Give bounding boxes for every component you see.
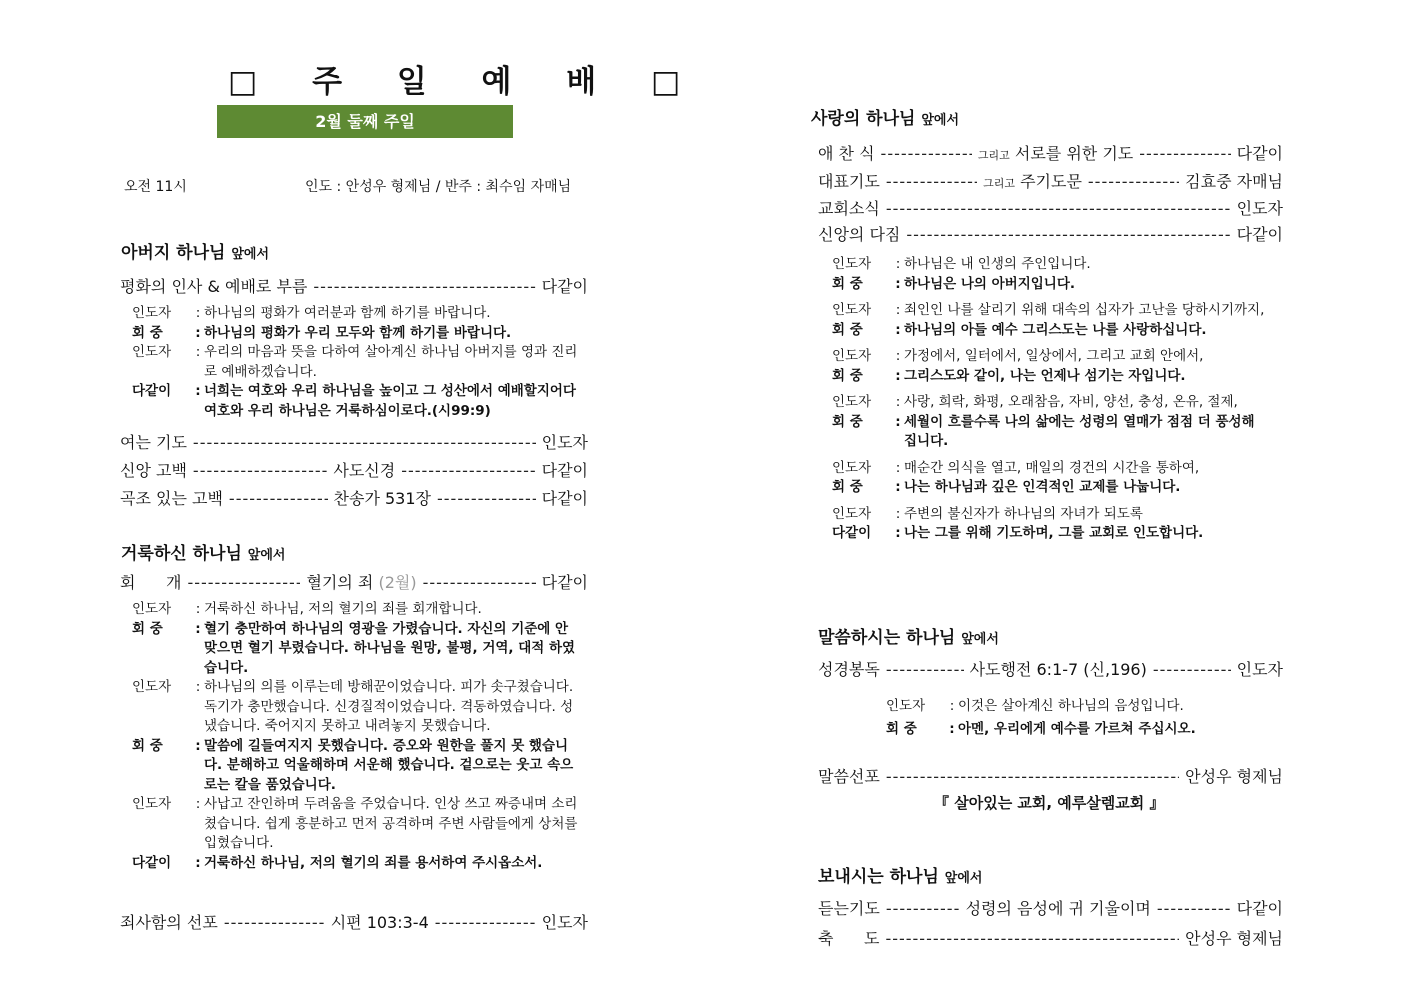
response-line: 회 중 : 세월이 흐를수록 나의 삶에는 성령의 열매가 점점 더 풍성해 집니다. <box>832 413 1272 452</box>
repentance-topic: 혈기의 죄 <box>306 573 374 592</box>
repentance-responses <box>132 600 580 873</box>
response-text: 혈기 충만하여 하나님의 영광을 가렸습니다. 자신의 기준에 안 맞으면 혈기 부렸습니다. 하나님을 원망, 불평, 거역, 대적 하였습니다. <box>204 620 576 676</box>
order-label: 죄사함의 선포 <box>120 913 218 932</box>
response-line: 인도자 : 이것은 살아계신 하나님의 음성입니다. <box>886 697 1266 717</box>
dash-leader <box>1157 899 1231 918</box>
order-greeting <box>120 274 588 297</box>
and-word: 그리고 <box>983 177 1015 190</box>
response-line: 다같이 : 나는 그를 위해 기도하며, 그를 교회로 인도합니다. <box>832 524 1272 544</box>
response-line: 인도자 : 거룩하신 하나님, 저의 혈기의 죄를 회개합니다. <box>132 600 580 620</box>
response-line: 다같이 : 너희는 여호와 우리 하나님을 높이고 그 성산에서 예배할지어다 여호와 우리 하나님은 거룩하심이로다.(시99:9) <box>132 382 580 421</box>
response-line: 인도자 : 사납고 잔인하며 두려움을 주었습니다. 인상 쓰고 짜증내며 소리쳤습니다. 쉽게 흥분하고 먼저 공격하며 주변 사람들에게 상처를 입혔습니다. <box>132 795 580 854</box>
speaker: 회 중 <box>132 324 163 341</box>
order-responder: 다같이 <box>1236 225 1283 244</box>
section-holy <box>121 539 285 564</box>
order-church-news <box>818 196 1283 219</box>
speaker: 다같이 <box>132 383 172 399</box>
dash-leader <box>885 929 1179 948</box>
response-text: 너희는 여호와 우리 하나님을 높이고 그 성산에서 예배할지어다 여호와 우리 하나님은 거룩하심이로다.(시99:9) <box>204 383 576 419</box>
response-line: 인도자 : 주변의 불신자가 하나님의 자녀가 되도록 <box>832 505 1272 525</box>
section-suffix: 앞에서 <box>944 871 983 886</box>
dash-leader <box>881 144 972 163</box>
order-agape <box>818 141 1283 164</box>
order-content-text: 서로를 위한 기도 <box>1014 144 1134 163</box>
order-content: 시편 103:3-4 <box>330 913 429 932</box>
section-title: 거룩하신 하나님 <box>121 544 242 564</box>
dash-leader <box>886 199 1231 218</box>
section-title: 아버지 하나님 <box>121 243 226 263</box>
response-text: 세월이 흐를수록 나의 삶에는 성령의 열매가 점점 더 풍성해 집니다. <box>904 413 1255 449</box>
order-creed <box>120 458 588 481</box>
and-word: 그리고 <box>977 149 1010 162</box>
response-line: 인도자 : 매순간 의식을 열고, 매일의 경건의 시간을 통하여, <box>832 459 1272 479</box>
dash-leader <box>1088 172 1179 191</box>
order-content <box>978 141 1133 164</box>
order-representative-prayer <box>818 169 1283 192</box>
response-line: 인도자 : 하나님은 내 인생의 주인입니다. <box>832 255 1272 275</box>
speaker: 회 중 <box>132 620 163 637</box>
order-label: 축 도 <box>818 929 880 948</box>
dash-leader <box>886 899 960 918</box>
order-responder: 김효중 자매님 <box>1185 172 1283 191</box>
order-benediction <box>818 926 1283 949</box>
dash-leader <box>886 767 1179 786</box>
page-title: □ 주 일 예 배 □ <box>228 64 703 100</box>
order-label: 평화의 인사 & 예배로 부름 <box>120 277 308 296</box>
response-line: 회 중 : 하나님의 평화가 우리 모두와 함께 하기를 바랍니다. <box>132 324 580 344</box>
order-content: 성령의 음성에 귀 기울이며 <box>965 899 1151 918</box>
response-line: 인도자 : 가정에서, 일터에서, 일상에서, 그리고 교회 안에서, <box>832 347 1272 367</box>
response-text: 사납고 잔인하며 두려움을 주었습니다. 인상 쓰고 짜증내며 소리쳤습니다. 쉽게 흥분하고 먼저 공격하며 주변 사람들에게 상처를 입혔습니다. <box>204 796 578 851</box>
church-motto: 『 살아있는 교회, 예루살렘교회 』 <box>934 794 1165 812</box>
order-faith-pledge <box>818 222 1283 245</box>
response-line: 인도자 : 죄인인 나를 살리기 위해 대속의 십자가 고난을 당하시기까지, <box>832 301 1272 321</box>
order-scripture <box>818 657 1283 680</box>
order-content: 사도신경 <box>333 461 396 480</box>
response-text: 하나님은 나의 아버지입니다. <box>904 275 1076 292</box>
speaker: 인도자 <box>132 679 172 695</box>
speaker: 인도자 <box>832 348 872 364</box>
dash-leader <box>435 913 536 932</box>
order-sermon <box>818 764 1283 787</box>
order-label: 여는 기도 <box>120 433 187 452</box>
speaker: 인도자 <box>832 505 872 522</box>
section-speaking <box>818 623 999 648</box>
response-text: 사랑, 희락, 화평, 오래참음, 자비, 양선, 충성, 온유, 절제, <box>904 394 1238 410</box>
order-responder: 인도자 <box>1236 660 1283 679</box>
speaker: 인도자 <box>132 344 172 360</box>
speaker: 인도자 <box>132 601 172 617</box>
response-line: 인도자 : 하나님의 의를 이루는데 방해꾼이었습니다. 피가 솟구쳤습니다. 독기가 충만했습니다. 신경질적이었습니다. 격동하였습니다. 성냈습니다. 죽어지지 못하고 내려놓지 못했습니다. <box>132 678 580 737</box>
response-text: 나는 그를 위해 기도하며, 그를 교회로 인도합니다. <box>904 525 1204 541</box>
dash-leader <box>224 913 325 932</box>
section-suffix: 앞에서 <box>247 548 286 563</box>
dash-leader <box>423 573 536 592</box>
response-text: 가정에서, 일터에서, 일상에서, 그리고 교회 안에서, <box>904 348 1204 364</box>
response-line: 인도자 : 사랑, 희락, 화평, 오래참음, 자비, 양선, 충성, 온유, 절제, <box>832 393 1272 413</box>
section-title: 사랑의 하나님 <box>811 109 916 129</box>
response-text: 나는 하나님과 깊은 인격적인 교제를 나눕니다. <box>904 479 1181 495</box>
response-line: 회 중 : 하나님은 나의 아버지입니다. <box>832 275 1272 295</box>
response-text: 하나님의 의를 이루는데 방해꾼이었습니다. 피가 솟구쳤습니다. 독기가 충만했습니다. 신경질적이었습니다. 격동하였습니다. 성냈습니다. 죽어지지 못하고 내려놓지 못했습니다. <box>204 679 574 734</box>
speaker: 회 중 <box>886 720 917 737</box>
dash-leader <box>1153 660 1231 679</box>
dash-leader <box>886 172 977 191</box>
speaker: 인도자 <box>832 302 872 318</box>
section-suffix: 앞에서 <box>921 113 960 128</box>
section-father <box>121 238 269 263</box>
speaker: 회 중 <box>832 479 863 495</box>
speaker: 회 중 <box>832 413 863 430</box>
order-content: 사도행전 6:1-7 (신,196) <box>969 660 1147 679</box>
dash-leader <box>437 489 536 508</box>
dash-leader <box>886 660 964 679</box>
speaker: 인도자 <box>832 459 872 476</box>
order-hymn-confession <box>120 486 588 509</box>
response-line: 회 중 : 혈기 충만하여 하나님의 영광을 가렸습니다. 자신의 기준에 안 맞으면 혈기 부렸습니다. 하나님을 원망, 불평, 거역, 대적 하였습니다. <box>132 620 580 679</box>
repentance-month: (2월) <box>378 573 417 592</box>
order-responder: 다같이 <box>1236 899 1284 918</box>
dash-leader <box>313 277 535 296</box>
order-responder: 인도자 <box>1236 199 1283 218</box>
order-responder: 다같이 <box>541 489 588 508</box>
dash-leader <box>1139 144 1230 163</box>
order-label: 곡조 있는 고백 <box>120 489 223 508</box>
service-leaders: 인도 : 안성우 형제님 / 반주 : 최수임 자매님 <box>305 179 572 195</box>
order-responder: 안성우 형제님 <box>1185 767 1283 786</box>
response-text: 이것은 살아계신 하나님의 음성입니다. <box>958 698 1184 714</box>
order-opening-prayer <box>120 430 588 453</box>
order-label: 회 개 <box>120 573 182 592</box>
speaker: 다같이 <box>132 854 172 871</box>
order-responder: 다같이 <box>541 277 588 296</box>
response-text: 우리의 마음과 뜻을 다하여 살아계신 하나님 아버지를 영과 진리로 예배하겠습니다. <box>204 344 578 380</box>
speaker: 회 중 <box>832 367 863 384</box>
response-line: 회 중 : 그리스도와 같이, 나는 언제나 섬기는 자입니다. <box>832 367 1272 387</box>
section-sending <box>818 862 982 887</box>
service-time: 오전 11시 <box>124 179 187 195</box>
order-listening-prayer <box>818 896 1283 919</box>
order-label: 신앙의 다짐 <box>818 225 901 244</box>
section-title: 보내시는 하나님 <box>818 867 939 887</box>
section-love <box>811 104 959 129</box>
response-text: 하나님의 아들 예수 그리스도는 나를 사랑하십니다. <box>904 321 1207 338</box>
order-label: 성경봉독 <box>818 660 880 679</box>
greeting-responses <box>132 304 580 421</box>
response-line: 회 중 : 아멘, 우리에게 예수를 가르쳐 주십시오. <box>886 720 1266 740</box>
response-text: 아멘, 우리에게 예수를 가르쳐 주십시오. <box>958 720 1196 737</box>
dash-leader <box>229 489 328 508</box>
order-label: 신앙 고백 <box>120 461 187 480</box>
order-responder: 다같이 <box>541 461 588 480</box>
scripture-responses <box>886 697 1266 739</box>
order-label: 말씀선포 <box>818 767 880 786</box>
order-repentance <box>120 570 588 593</box>
response-line: 다같이 : 거룩하신 하나님, 저의 혈기의 죄를 용서하여 주시옵소서. <box>132 854 580 874</box>
order-content <box>306 570 416 593</box>
speaker: 다같이 <box>832 525 872 541</box>
section-suffix: 앞에서 <box>961 632 999 647</box>
dash-leader <box>906 225 1230 244</box>
order-responder: 다같이 <box>541 573 589 592</box>
response-text: 하나님은 내 인생의 주인입니다. <box>904 256 1091 272</box>
order-label: 교회소식 <box>818 199 880 218</box>
order-responder: 인도자 <box>541 913 589 932</box>
speaker: 회 중 <box>132 737 163 754</box>
response-text: 매순간 의식을 열고, 매일의 경건의 시간을 통하여, <box>904 459 1200 476</box>
speaker: 인도자 <box>886 698 926 714</box>
order-label: 대표기도 <box>818 172 880 191</box>
order-responder: 인도자 <box>541 433 588 452</box>
order-content-text: 주기도문 <box>1020 172 1082 191</box>
dash-leader <box>401 461 535 480</box>
order-responder: 안성우 형제님 <box>1185 929 1283 948</box>
response-text: 말씀에 길들여지지 못했습니다. 증오와 원한을 풀지 못 했습니다. 분해하고 억울해하며 서운해 했습니다. 겉으로는 웃고 속으로는 칼을 품었습니다. <box>204 737 574 793</box>
speaker: 인도자 <box>132 305 172 321</box>
response-line: 회 중 : 나는 하나님과 깊은 인격적인 교제를 나눕니다. <box>832 478 1272 498</box>
order-content: 찬송가 531장 <box>333 489 431 508</box>
speaker: 인도자 <box>132 796 172 812</box>
response-line: 인도자 : 우리의 마음과 뜻을 다하여 살아계신 하나님 아버지를 영과 진리로 예배하겠습니다. <box>132 343 580 382</box>
response-line: 회 중 : 하나님의 아들 예수 그리스도는 나를 사랑하십니다. <box>832 321 1272 341</box>
response-text: 하나님의 평화가 여러분과 함께 하기를 바랍니다. <box>204 305 491 321</box>
response-text: 그리스도와 같이, 나는 언제나 섬기는 자입니다. <box>904 367 1186 384</box>
dash-leader <box>187 573 300 592</box>
speaker: 인도자 <box>832 394 872 410</box>
order-absolution <box>120 910 588 933</box>
response-text: 거룩하신 하나님, 저의 혈기의 죄를 회개합니다. <box>204 601 482 617</box>
faith-responses <box>832 255 1272 544</box>
dash-leader <box>193 461 327 480</box>
section-title: 말씀하시는 하나님 <box>818 628 956 648</box>
speaker: 회 중 <box>832 275 863 292</box>
response-text: 죄인인 나를 살리기 위해 대속의 십자가 고난을 당하시기까지, <box>904 302 1265 318</box>
order-label: 듣는기도 <box>818 899 880 918</box>
section-suffix: 앞에서 <box>231 247 270 262</box>
speaker: 인도자 <box>832 256 872 272</box>
response-text: 주변의 불신자가 하나님의 자녀가 되도록 <box>904 505 1143 522</box>
response-line: 회 중 : 말씀에 길들여지지 못했습니다. 증오와 원한을 풀지 못 했습니다. 분해하고 억울해하며 서운해 했습니다. 겉으로는 웃고 속으로는 칼을 품었습니다. <box>132 737 580 796</box>
order-label: 애 찬 식 <box>818 144 875 163</box>
order-content <box>983 169 1082 192</box>
response-line: 인도자 : 하나님의 평화가 여러분과 함께 하기를 바랍니다. <box>132 304 580 324</box>
order-responder: 다같이 <box>1236 144 1283 163</box>
dash-leader <box>193 433 536 452</box>
speaker: 회 중 <box>832 321 863 338</box>
response-text: 거룩하신 하나님, 저의 혈기의 죄를 용서하여 주시옵소서. <box>204 854 543 871</box>
week-banner: 2월 둘째 주일 <box>217 105 513 138</box>
response-text: 하나님의 평화가 우리 모두와 함께 하기를 바랍니다. <box>204 324 512 341</box>
